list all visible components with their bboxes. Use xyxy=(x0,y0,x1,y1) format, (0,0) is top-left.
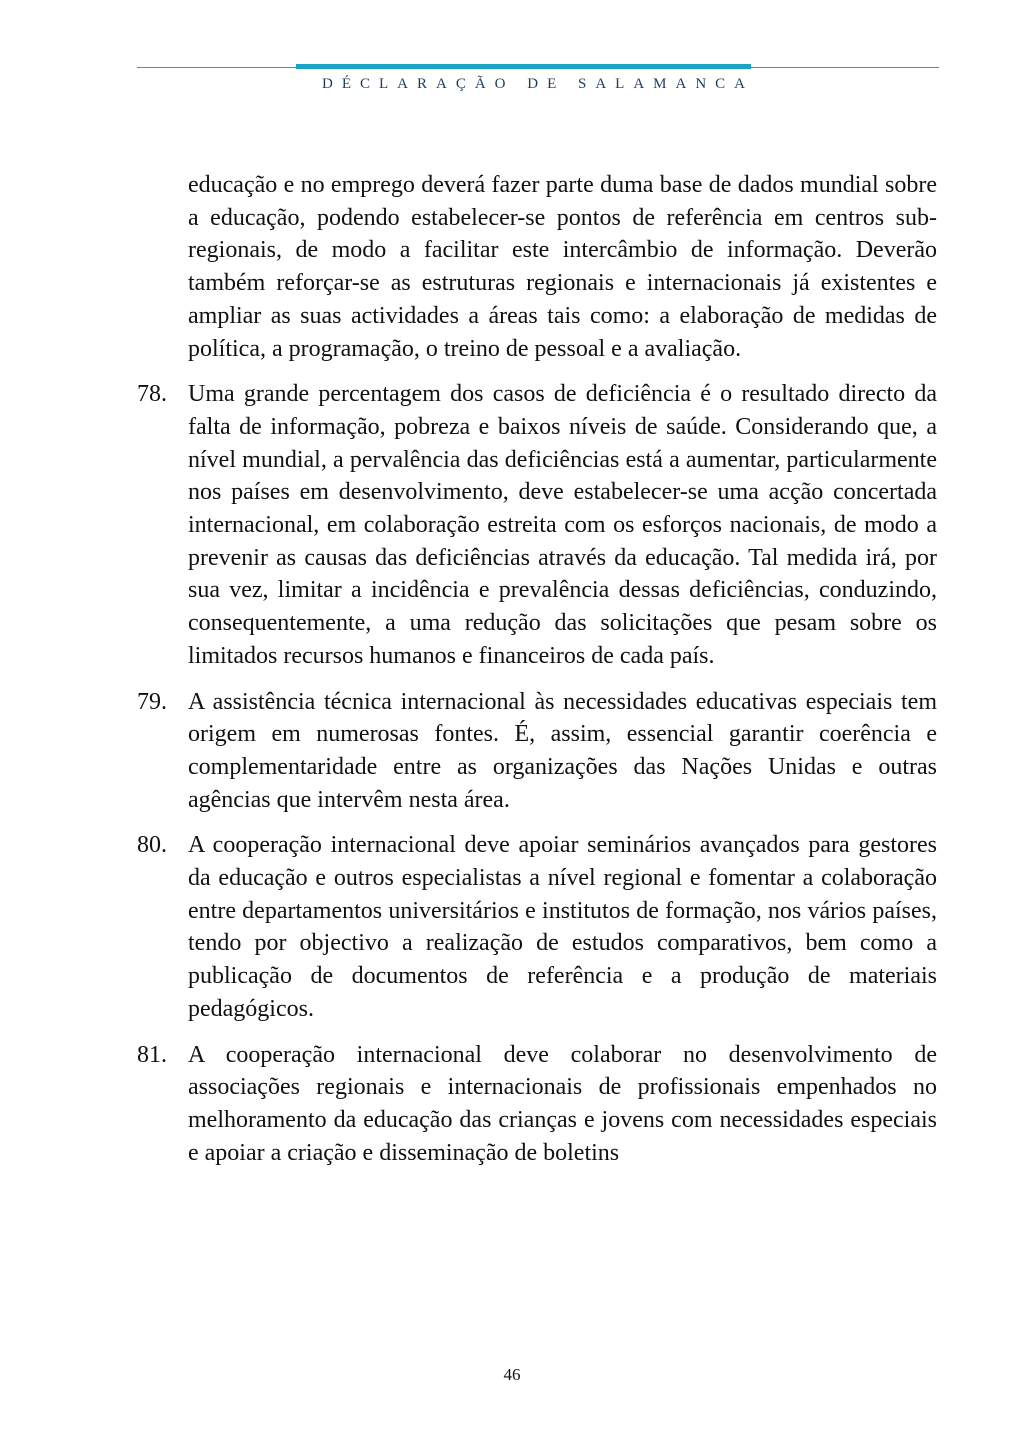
paragraph-continued xyxy=(137,169,937,365)
paragraph-number: 81. xyxy=(137,1041,167,1068)
paragraph-text: educação e no emprego deverá fazer parte duma base de dados mundial sobre a educação, podendo estabelecer-se pontos de referência em centros sub-regionais, de modo a facilitar este intercâmbio de informação. Deverão também reforçar-se as estruturas regionais e internacionais já existentes e ampliar as suas actividades a áreas tais como: a elaboração de medidas de política, a programação, o treino de pessoal e a avaliação. xyxy=(188,172,937,362)
paragraph-text: A cooperação internacional deve colaborar no desenvolvimento de associações regionais e internacionais de profissionais empenhados no melhoramento da educação das crianças e jovens com necessidades especiais e apoiar a criação e disseminação de boletins xyxy=(188,1041,937,1166)
page-number: 46 xyxy=(503,1365,521,1384)
paragraph-81 xyxy=(137,1039,937,1170)
paragraph-number: 80. xyxy=(137,832,167,859)
paragraph-80 xyxy=(137,829,937,1025)
paragraph-number: 79. xyxy=(137,688,167,715)
paragraph-text: Uma grande percentagem dos casos de deficiência é o resultado directo da falta de informação, pobreza e baixos níveis de saúde. Considerando que, a nível mundial, a pervalência das deficiências está a aumentar, particularmente nos países em desenvolvimento, deve estabelecer-se uma acção concertada internacional, em colaboração estreita com os esforços nacionais, de modo a prevenir as causas das deficiências através da educação. Tal medida irá, por sua vez, limitar a incidência e prevalência dessas deficiências, conduzindo, consequentemente, a uma redução das solicitações que pesam sobre os limitados recursos humanos e financeiros de cada país. xyxy=(188,381,937,669)
running-head: DÉCLARAÇÃO DE SALAMANCA xyxy=(321,76,754,92)
header-accent-bar xyxy=(296,64,751,69)
paragraph-text: A cooperação internacional deve apoiar seminários avançados para gestores da educação e outros especialistas a nível regional e fomentar a colaboração entre departamentos universitários e institutos de formação, nos vários países, tendo por objectivo a realização de estudos comparativos, bem como a publicação de documentos de referência e a produção de materiais pedagógicos. xyxy=(188,832,937,1022)
paragraph-number: 78. xyxy=(137,381,167,408)
paragraph-78 xyxy=(137,378,937,672)
paragraph-text: A assistência técnica internacional às necessidades educativas especiais tem origem em numerosas fontes. É, assim, essencial garantir coerência e complementaridade entre as organizações das Nações Unidas e outras agências que intervêm nesta área. xyxy=(188,688,937,813)
document-body xyxy=(137,169,937,1182)
paragraph-79 xyxy=(137,686,937,817)
